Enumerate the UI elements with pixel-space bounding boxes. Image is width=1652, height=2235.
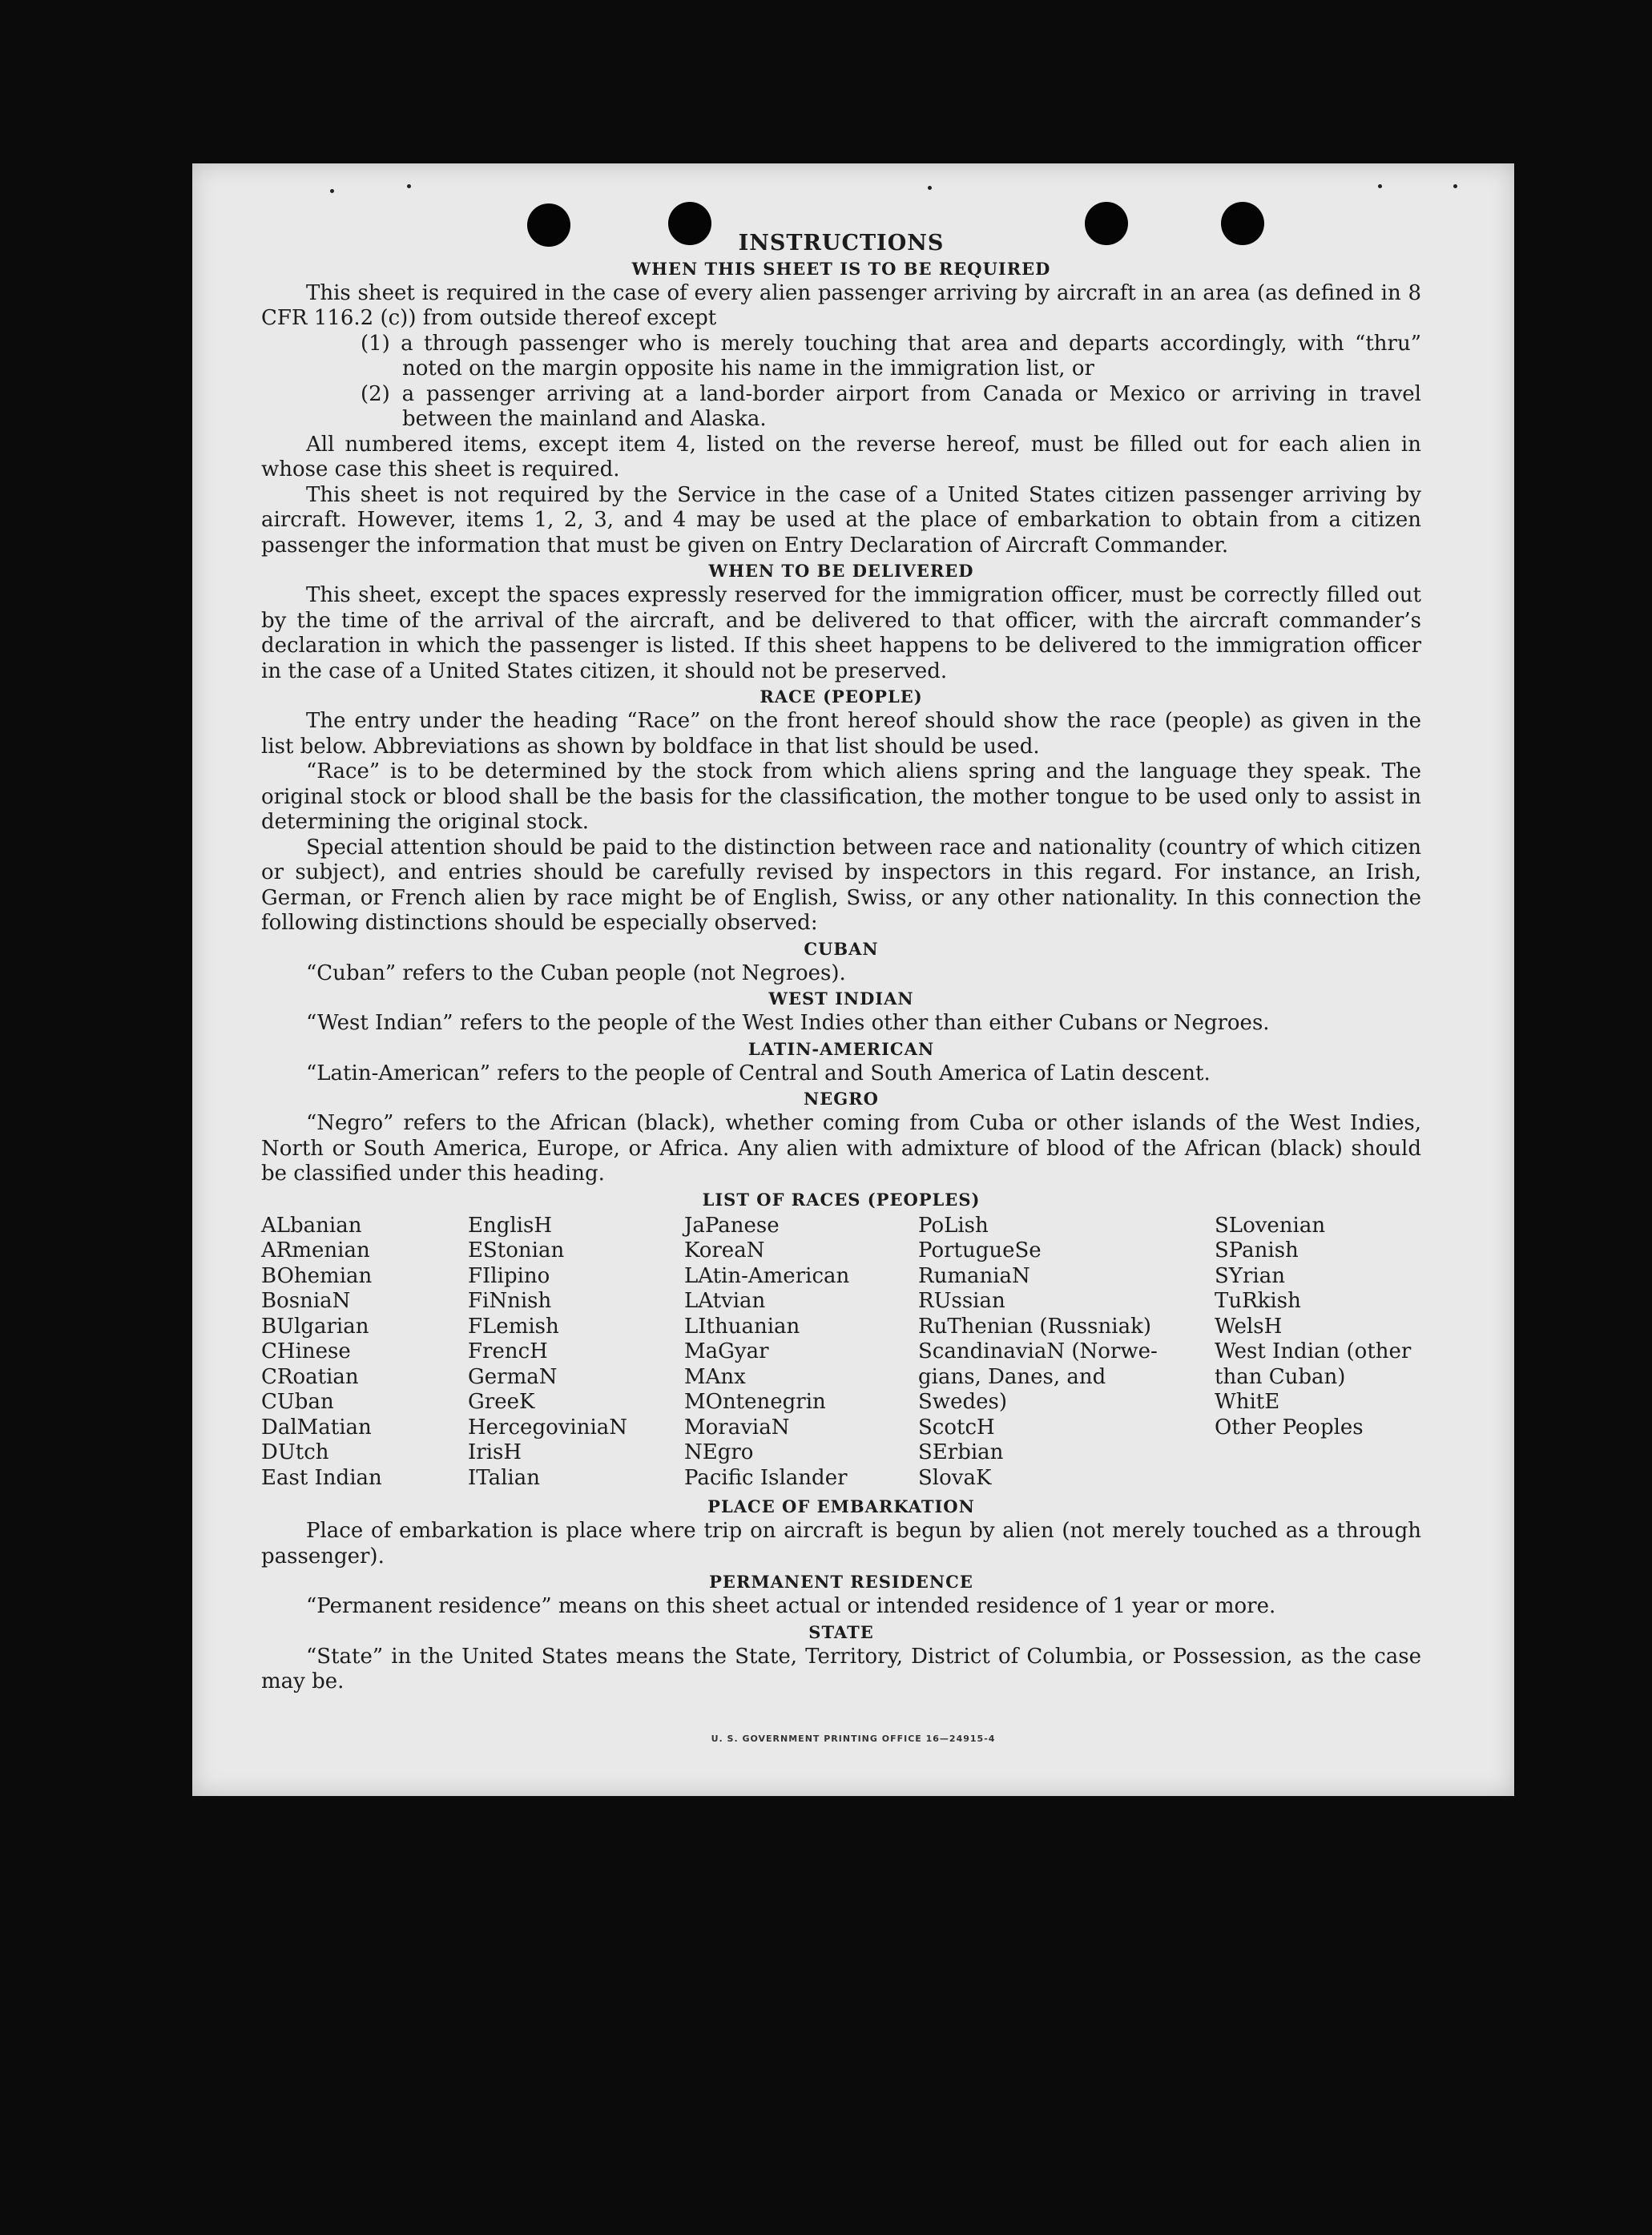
race-entry: Pacific Islander [684,1465,848,1490]
paragraph: “State” in the United States means the State, Territory, District of Columbia, or Possession, as the case may be. [261,1644,1421,1693]
race-entry: FLemish [468,1314,559,1339]
race-entry: ScotcH [918,1415,995,1440]
race-entry: LAtin-American [684,1263,850,1288]
race-entry: NEgro [684,1440,754,1464]
race-entry: FIlipino [468,1263,550,1288]
race-entry: FiNnish [468,1289,552,1313]
race-entry: ARmenian [261,1238,370,1262]
paragraph: This sheet is not required by the Service in the case of a United States citizen passenger arriving by aircraft. However, items 1, 2, 3, and 4 may be used at the place of embarkation to obtain from a citizen passenger the information that must be given on Entry Declaration of Aircraft Commander. [261,482,1421,558]
race-entry: SLovenian [1215,1213,1326,1238]
paragraph: The entry under the heading “Race” on the front hereof should show the race (people) as given in the list below. Abbreviations as shown by boldface in that list should be used. [261,709,1421,759]
race-entry: TuRkish [1215,1289,1301,1313]
races-list [261,1214,1421,1492]
paragraph: “West Indian” refers to the people of the West Indies other than either Cubans or Negroes. [306,1011,1270,1035]
races-column [261,1214,468,1492]
race-entry: IrisH [468,1440,522,1464]
scan-speck [1378,184,1382,188]
race-entry: MOntenegrin [684,1390,826,1414]
section-heading-latin-american: LATIN-AMERICAN [747,1038,935,1059]
race-entry: JaPanese [684,1213,780,1238]
section-heading-negro: NEGRO [804,1089,879,1109]
races-column [1215,1214,1421,1492]
race-entry: ALbanian [261,1213,362,1238]
race-entry: SYrian [1215,1263,1285,1288]
section-heading-west-indian: WEST INDIAN [768,989,914,1009]
section-heading-permanent-residence: PERMANENT RESIDENCE [709,1572,973,1592]
race-entry: BUlgarian [261,1314,369,1339]
race-entry: DalMatian [261,1415,372,1440]
race-entry: CHinese [261,1339,351,1363]
section-heading-list-of-races: LIST OF RACES (PEOPLES) [702,1189,981,1210]
race-entry: DUtch [261,1440,329,1464]
race-entry: CRoatian [261,1364,359,1389]
race-entry: MAnx [684,1364,746,1389]
race-entry: gians, Danes, and [918,1364,1106,1389]
race-entry: HercegoviniaN [468,1415,628,1440]
paragraph: “Latin-American” refers to the people of Central and South America of Latin descent. [306,1061,1211,1085]
exception-item-2: (2) a passenger arriving at a land-border airport from Canada or Mexico or arriving in travel between the mainland and Alaska. [361,381,1421,431]
race-entry: SPanish [1215,1238,1299,1262]
race-entry: CUban [261,1390,334,1414]
races-column [684,1214,918,1492]
paragraph: “Permanent residence” means on this sheet actual or intended residence of 1 year or more. [306,1594,1276,1618]
section-heading-cuban: CUBAN [804,938,879,959]
race-entry: FrencH [468,1339,548,1363]
section-heading-when-delivered: WHEN TO BE DELIVERED [708,561,974,581]
race-entry: BOhemian [261,1263,373,1288]
paragraph: Special attention should be paid to the distinction between race and nationality (country of which citizen or subject), and entries should be carefully revised by inspectors in this regard. For instance, an Irish, German, or French alien by race might be of English, Swiss, or any other nationality. In this connection the following distinctions should be especially observed: [261,835,1421,935]
scan-speck [407,184,411,188]
race-entry: MaGyar [684,1339,769,1363]
race-entry: WelsH [1215,1314,1283,1339]
exception-item-1: (1) a through passenger who is merely touching that area and departs accordingly, with “thru” noted on the margin opposite his name in the immigration list, or [361,331,1421,381]
scan-speck [1453,184,1457,188]
paragraph: This sheet is required in the case of every alien passenger arriving by aircraft in an area (as defined in 8 CFR 116.2 (c)) from outside thereof except [261,280,1421,330]
document-sheet [192,163,1514,1796]
race-entry: LIthuanian [684,1314,800,1339]
page-title: INSTRUCTIONS [738,231,945,256]
race-entry: RumaniaN [918,1263,1030,1288]
section-heading-race: RACE (PEOPLE) [760,687,923,707]
race-entry: EStonian [468,1238,565,1262]
instructions-content [261,231,1421,1695]
races-column [918,1214,1215,1492]
scan-speck [330,189,334,193]
race-entry: ITalian [468,1465,540,1490]
races-column [468,1214,684,1492]
race-entry: MoraviaN [684,1415,790,1440]
section-heading-when-required: WHEN THIS SHEET IS TO BE REQUIRED [631,258,1051,279]
paragraph: “Cuban” refers to the Cuban people (not Negroes). [306,960,846,985]
race-entry: GreeK [468,1390,535,1414]
paragraph: Place of embarkation is place where trip on aircraft is begun by alien (not merely touched as a through passenger). [261,1519,1421,1569]
scan-speck [928,186,932,190]
paragraph: “Race” is to be determined by the stock from which aliens spring and the language they speak. The original stock or blood shall be the basis for the classification, the mother tongue to be used only to assist in determining the original stock. [261,759,1421,834]
section-heading-state: STATE [808,1621,874,1642]
section-heading-place-of-embarkation: PLACE OF EMBARKATION [707,1496,975,1516]
race-entry: BosniaN [261,1289,351,1313]
race-entry: KoreaN [684,1238,765,1262]
paragraph: This sheet, except the spaces expressly reserved for the immigration officer, must be correctly filled out by the time of the arrival of the aircraft, and be delivered to that officer, with the aircraft commander’s declaration in which the passenger is listed. If this sheet happens to be delivered to the immigration officer in the case of a United States citizen, it should not be preserved. [261,583,1421,683]
race-entry: GermaN [468,1364,558,1389]
printing-office-imprint: U. S. GOVERNMENT PRINTING OFFICE 16—24915-4 [711,1734,996,1744]
race-entry: RuThenian (Russniak) [918,1314,1151,1339]
race-entry: RUssian [918,1289,1005,1313]
race-entry: SErbian [918,1440,1004,1464]
race-entry: LAtvian [684,1289,766,1313]
race-entry: Swedes) [918,1390,1007,1414]
race-entry: than Cuban) [1215,1364,1346,1389]
race-entry: EnglisH [468,1213,553,1238]
paragraph: “Negro” refers to the African (black), whether coming from Cuba or other islands of the West Indies, North or South America, Europe, or Africa. Any alien with admixture of blood of the African (black) should be classified under this heading. [261,1111,1421,1186]
race-entry: Other Peoples [1215,1415,1364,1440]
paragraph: All numbered items, except item 4, listed on the reverse hereof, must be filled out for each alien in whose case this sheet is required. [261,432,1421,481]
race-entry: East Indian [261,1465,382,1490]
race-entry: SlovaK [918,1465,992,1490]
race-entry: PoLish [918,1213,989,1238]
race-entry: WhitE [1215,1390,1280,1414]
race-entry: ScandinaviaN (Norwe- [918,1339,1158,1363]
race-entry: PortugueSe [918,1238,1042,1262]
race-entry: West Indian (other [1215,1339,1412,1363]
